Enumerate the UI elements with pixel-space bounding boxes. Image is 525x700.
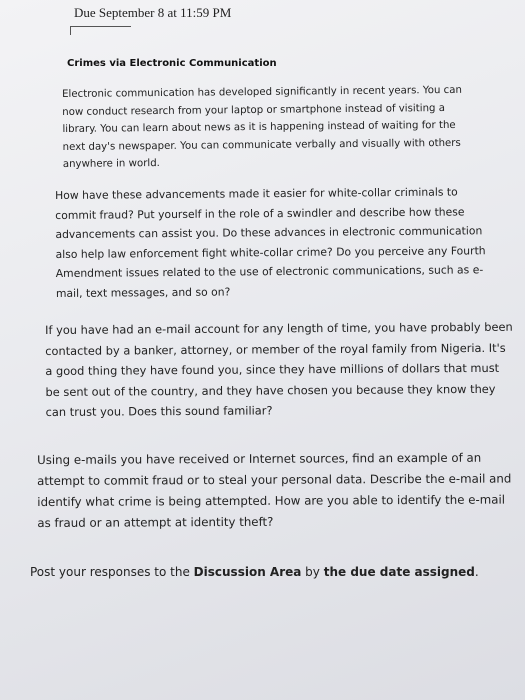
- instructions-middle: by: [301, 565, 324, 579]
- assignment-title: Crimes via Electronic Communication: [67, 58, 277, 69]
- paragraph-questions: How have these advancements made it easier for white-collar criminals to commit fraud? Put yourself in the role of a swindler and describe how these advancements can assist you. Do these advances in electronic communication also help law enforcement fight white-collar crime? Do you perceive any Fourth Amendment issues related to the use of electronic communications, such as e-mail, text messages, and so on?: [55, 185, 486, 300]
- paragraph-task: Using e-mails you have received or Internet sources, find an example of an attempt to commit fraud or to steal your personal data. Describe the e-mail and identify what crime is being attempted. How are you able to identify the e-mail as fraud or an attempt at identity theft?: [37, 450, 512, 530]
- paragraph-scenario: If you have had an e-mail account for any length of time, you have probably been contacted by a banker, attorney, or member of the royal family from Nigeria. It's a good thing they have found you, since they have millions of dollars that must be sent out of the country, and they have chosen you because they know they can trust you. Does this sound familiar?: [45, 319, 513, 419]
- paragraph-intro: Electronic communication has developed significantly in recent years. You can now conduct research from your laptop or smartphone instead of visiting a library. You can learn about news as it is happening instead of waiting for the next day's newspaper. You can communicate verbally and visually with others anywhere in world.: [62, 84, 463, 170]
- instructions-prefix: Post your responses to the: [30, 565, 194, 579]
- due-date-label: the due date assigned: [323, 565, 475, 579]
- paragraph-instructions: [30, 562, 510, 582]
- discussion-area-label: Discussion Area: [193, 565, 302, 579]
- due-date: Due September 8 at 11:59 PM: [74, 5, 232, 20]
- instructions-suffix: .: [474, 565, 479, 579]
- blank-field-line: [70, 26, 131, 35]
